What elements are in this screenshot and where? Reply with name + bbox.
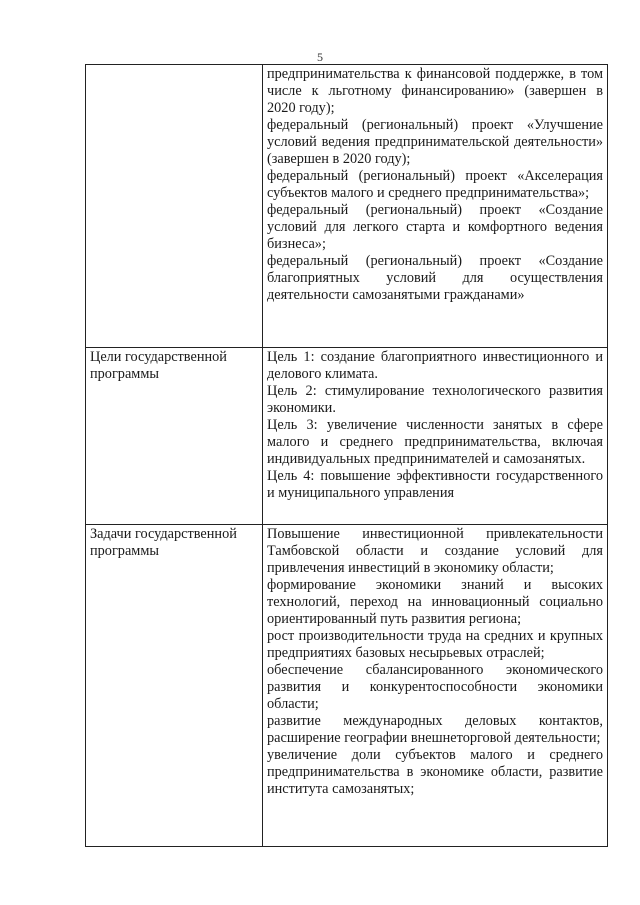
row-content <box>263 348 608 525</box>
row-content <box>263 525 608 847</box>
content-paragraph: Цель 4: повышение эффективности государственного и муниципального управления <box>267 468 603 501</box>
row-label: Цели государственной программы <box>86 348 263 525</box>
content-paragraph: федеральный (региональный) проект «Создание условий для легкого старта и комфортного ведения бизнеса»; <box>267 202 603 252</box>
content-paragraph: Цель 1: создание благоприятного инвестиционного и делового климата. <box>267 349 603 382</box>
row-label <box>86 65 263 348</box>
page-number: 5 <box>317 50 323 64</box>
content-paragraph: предпринимательства к финансовой поддержке, в том числе к льготному финансированию» (завершен в 2020 году); <box>267 66 603 116</box>
content-paragraph: формирование экономики знаний и высоких технологий, переход на инновационный социально ориентированный путь развития региона; <box>267 577 603 627</box>
content-paragraph: Цель 3: увеличение численности занятых в сфере малого и среднего предпринимательства, включая индивидуальных предпринимателей и самозанятых. <box>267 417 603 467</box>
table-row <box>86 65 608 348</box>
table-row <box>86 525 608 847</box>
content-paragraph: развитие международных деловых контактов, расширение географии внешнеторговой деятельности; <box>267 713 603 746</box>
program-passport-table <box>85 64 608 847</box>
content-paragraph: федеральный (региональный) проект «Улучшение условий ведения предпринимательской деятельности» (завершен в 2020 году); <box>267 117 603 167</box>
content-paragraph: Цель 2: стимулирование технологического развития экономики. <box>267 383 603 416</box>
row-content <box>263 65 608 348</box>
content-paragraph: Повышение инвестиционной привлекательности Тамбовской области и создание условий для привлечения инвестиций в экономику области; <box>267 526 603 576</box>
content-paragraph: обеспечение сбалансированного экономического развития и конкурентоспособности экономики области; <box>267 662 603 712</box>
content-paragraph: увеличение доли субъектов малого и среднего предпринимательства в экономике области, развитие института самозанятых; <box>267 747 603 797</box>
content-paragraph: федеральный (региональный) проект «Акселерация субъектов малого и среднего предпринимательства»; <box>267 168 603 201</box>
content-paragraph: федеральный (региональный) проект «Создание благоприятных условий для осуществления деятельности самозанятыми гражданами» <box>267 253 603 303</box>
row-label: Задачи государственной программы <box>86 525 263 847</box>
table-row <box>86 348 608 525</box>
content-paragraph: рост производительности труда на средних и крупных предприятиях базовых несырьевых отраслей; <box>267 628 603 661</box>
